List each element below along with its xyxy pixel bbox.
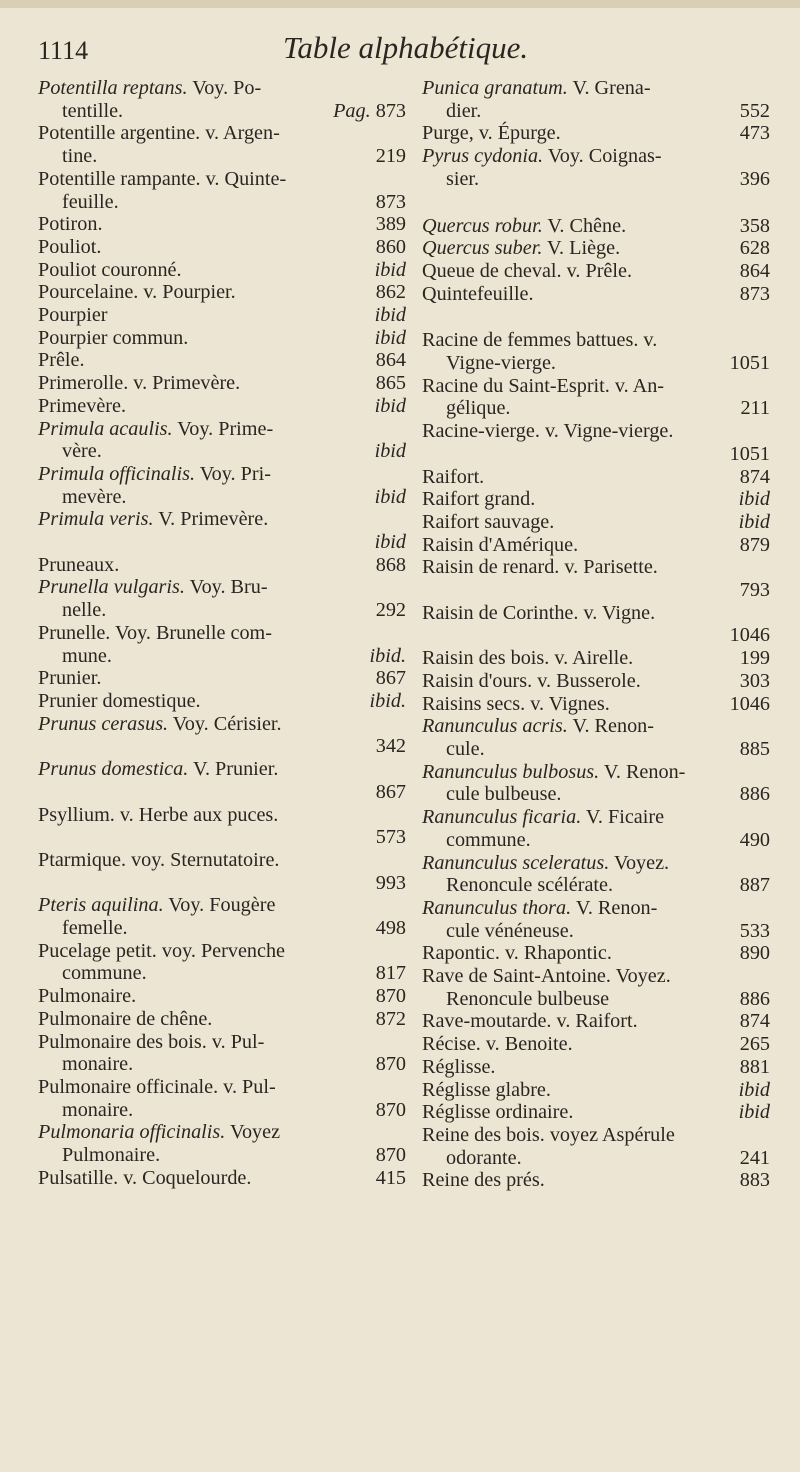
entry-continuation: tine. — [62, 145, 98, 168]
page-top-edge — [0, 0, 800, 8]
entry-page-ref: 860 — [375, 235, 406, 258]
index-entry — [422, 1101, 770, 1124]
entry-term: Raisins secs. v. Vignes. — [422, 692, 610, 715]
index-entry — [38, 690, 406, 713]
latin-name: Primula veris. — [38, 508, 154, 531]
entry-term: Racine-vierge. v. Vigne-vierge. — [422, 420, 674, 443]
entry-page-ref: 881 — [739, 1055, 770, 1078]
entry-term: Prunus domestica. V. Prunier. — [38, 758, 279, 781]
entry-term: Pulmonaria officinalis. Voyez — [38, 1121, 281, 1144]
entry-page-ref: 873 — [375, 190, 406, 213]
entry-page-ref: 872 — [375, 1007, 406, 1030]
entry-term: Pourpier — [38, 304, 108, 327]
entry-page-ref: 219 — [375, 145, 406, 168]
entry-page-ref: 1051 — [729, 352, 770, 375]
entry-term: Pouliot. — [38, 235, 102, 258]
entry-continuation: mune. — [62, 644, 112, 667]
index-entry — [422, 761, 770, 806]
latin-name: Pulmonaria officinalis. — [38, 1121, 226, 1144]
entry-term: Quercus robur. V. Chêne. — [422, 214, 627, 237]
latin-name: Pyrus cydonia. — [422, 145, 544, 168]
entry-page-ref: 1051 — [729, 442, 770, 465]
index-entry — [38, 849, 406, 894]
entry-term: Pulmonaire. — [38, 985, 137, 1008]
entry-continuation: Renoncule bulbeuse — [446, 987, 610, 1010]
entry-page-ref: 870 — [375, 985, 406, 1008]
entry-page-ref: 874 — [739, 465, 770, 488]
entry-term: Pruneaux. — [38, 553, 120, 576]
index-entry — [422, 556, 770, 601]
entry-term: Quercus suber. V. Liège. — [422, 237, 621, 260]
entry-page-ref: 867 — [375, 780, 406, 803]
entry-page-ref: 890 — [739, 942, 770, 965]
entry-continuation: cule vénéneuse. — [446, 919, 574, 942]
index-entry — [38, 77, 406, 122]
entry-page-ref: 870 — [375, 1053, 406, 1076]
entry-term: Ranunculus sceleratus. Voyez. — [422, 851, 670, 874]
entry-term: Quintefeuille. — [422, 282, 534, 305]
entry-term: Pouliot couronné. — [38, 258, 182, 281]
entry-continuation: Renoncule scélérate. — [446, 874, 614, 897]
entry-continuation: dier. — [446, 99, 482, 122]
latin-name: Prunus domestica. — [38, 758, 189, 781]
entry-page-ref: 873 — [739, 282, 770, 305]
index-entry — [422, 1079, 770, 1102]
entry-page-ref: 358 — [739, 214, 770, 237]
entry-term: Raisin d'ours. v. Busserole. — [422, 669, 641, 692]
entry-page-ref: ibid — [374, 531, 406, 554]
index-entry — [38, 327, 406, 350]
entry-term: Pteris aquilina. Voy. Fougère — [38, 894, 276, 917]
section-gap — [422, 305, 770, 329]
index-entry — [38, 758, 406, 803]
latin-name: Primula acaulis. — [38, 417, 173, 440]
entry-term: Raifort grand. — [422, 488, 536, 511]
entry-continuation: gélique. — [446, 397, 511, 420]
entry-continuation: vère. — [62, 440, 102, 463]
index-entry — [422, 1010, 770, 1033]
page-number: 1114 — [38, 36, 89, 65]
entry-page-ref: 868 — [375, 553, 406, 576]
entry-page-ref: 864 — [739, 259, 770, 282]
entry-term: Racine du Saint-Esprit. v. An- — [422, 374, 665, 397]
index-entry — [422, 1033, 770, 1056]
index-entry — [38, 395, 406, 418]
entry-continuation: sier. — [446, 167, 480, 190]
index-entry — [38, 213, 406, 236]
entry-page-ref: 1046 — [729, 692, 770, 715]
index-entry — [422, 1124, 770, 1169]
entry-page-ref: 628 — [739, 237, 770, 260]
index-entry — [422, 237, 770, 260]
index-entry — [422, 602, 770, 647]
entry-continuation: mevère. — [62, 485, 127, 508]
index-entry — [422, 420, 770, 465]
index-entry — [422, 122, 770, 145]
index-entry — [422, 806, 770, 851]
entry-page-ref: ibid — [374, 326, 406, 349]
entry-term: Potiron. — [38, 213, 103, 236]
entry-continuation: Vigne-vierge. — [446, 352, 556, 375]
index-entry — [38, 894, 406, 939]
index-entry — [38, 554, 406, 577]
index-entry — [38, 940, 406, 985]
section-gap — [422, 191, 770, 215]
entry-term: Ranunculus ficaria. V. Ficaire — [422, 806, 665, 829]
entry-term: Purge, v. Épurge. — [422, 122, 561, 145]
entry-term: Prunelle. Voy. Brunelle com- — [38, 621, 272, 644]
latin-name: Ranunculus ficaria. — [422, 806, 582, 829]
entry-page-ref: 870 — [375, 1144, 406, 1167]
entry-term: Prunus cerasus. Voy. Cérisier. — [38, 712, 282, 735]
entry-page-ref: ibid. — [369, 644, 406, 667]
entry-term: Pyrus cydonia. Voy. Coignas- — [422, 145, 662, 168]
index-entry — [38, 168, 406, 213]
entry-continuation: odorante. — [446, 1146, 522, 1169]
entry-term: Pucelage petit. voy. Pervenche — [38, 939, 286, 962]
entry-page-ref: 883 — [739, 1169, 770, 1192]
entry-term: Prunier. — [38, 667, 102, 690]
latin-name: Ranunculus sceleratus. — [422, 851, 610, 874]
index-entry — [38, 259, 406, 282]
entry-term: Primerolle. v. Primevère. — [38, 372, 241, 395]
entry-page-ref: 533 — [739, 919, 770, 942]
entry-page-ref: ibid — [738, 488, 770, 511]
entry-page-ref: ibid — [374, 485, 406, 508]
entry-term: Pourcelaine. v. Pourpier. — [38, 281, 236, 304]
page-header — [38, 30, 770, 76]
entry-term: Prunella vulgaris. Voy. Bru- — [38, 576, 268, 599]
entry-term: Primula officinalis. Voy. Pri- — [38, 462, 271, 485]
page-title: Table alphabétique. — [283, 30, 529, 65]
entry-term: Queue de cheval. v. Prêle. — [422, 259, 633, 282]
index-entry — [38, 372, 406, 395]
entry-term: Prunier domestique. — [38, 689, 201, 712]
index-entry — [38, 281, 406, 304]
latin-name: Ranunculus acris. — [422, 715, 568, 738]
entry-continuation: monaire. — [62, 1098, 134, 1121]
index-entry — [38, 1031, 406, 1076]
entry-page-ref: ibid — [374, 440, 406, 463]
entry-continuation: cule. — [446, 737, 485, 760]
entry-term: Punica granatum. V. Grena- — [422, 77, 651, 99]
latin-name: Ranunculus thora. — [422, 896, 572, 919]
index-entry — [38, 236, 406, 259]
entry-page-ref: 870 — [375, 1098, 406, 1121]
index-entry — [422, 145, 770, 190]
entry-page-ref: 793 — [739, 579, 770, 602]
entry-term: Raisin des bois. v. Airelle. — [422, 647, 634, 670]
index-entry — [38, 1167, 406, 1190]
entry-continuation: tentille. — [62, 99, 124, 122]
entry-term: Primula acaulis. Voy. Prime- — [38, 417, 274, 440]
entry-continuation: monaire. — [62, 1053, 134, 1076]
entry-page-ref: 573 — [375, 826, 406, 849]
entry-page-ref: ibid — [374, 304, 406, 327]
entry-page-ref: 389 — [375, 213, 406, 236]
entry-term: Potentilla reptans. Voy. Po- — [38, 77, 262, 99]
index-entry — [422, 897, 770, 942]
index-entry — [38, 463, 406, 508]
entry-page-ref: 498 — [375, 917, 406, 940]
entry-page-ref: 1046 — [729, 624, 770, 647]
entry-page-ref: 552 — [739, 99, 770, 122]
entry-continuation: feuille. — [62, 190, 119, 213]
latin-name: Prunella vulgaris. — [38, 576, 185, 599]
entry-term: Potentille rampante. v. Quinte- — [38, 167, 287, 190]
entry-term: Ranunculus bulbosus. V. Renon- — [422, 760, 686, 783]
entry-term: Ptarmique. voy. Sternutatoire. — [38, 848, 280, 871]
index-entry — [38, 1121, 406, 1166]
entry-page-ref: 887 — [739, 874, 770, 897]
entry-term: Reine des prés. — [422, 1169, 545, 1192]
index-entry — [38, 713, 406, 758]
index-entry — [422, 965, 770, 1010]
latin-name: Primula officinalis. — [38, 462, 196, 485]
index-entry — [38, 304, 406, 327]
entry-term: Primevère. — [38, 394, 127, 417]
index-entry — [38, 622, 406, 667]
entry-term: Raifort sauvage. — [422, 510, 555, 533]
entry-page-ref: 490 — [739, 828, 770, 851]
entry-term: Récise. v. Benoite. — [422, 1033, 573, 1056]
index-entry — [38, 508, 406, 553]
entry-term: Rave-moutarde. v. Raifort. — [422, 1010, 638, 1033]
entry-term: Pulmonaire des bois. v. Pul- — [38, 1030, 265, 1053]
index-entry — [422, 511, 770, 534]
index-column-left — [38, 77, 406, 1189]
index-entry — [422, 715, 770, 760]
index-entry — [422, 283, 770, 306]
index-entry — [422, 670, 770, 693]
entry-term: Pulsatille. v. Coquelourde. — [38, 1166, 252, 1189]
index-column-right — [422, 77, 770, 1192]
entry-page-ref: ibid — [738, 1078, 770, 1101]
index-entry — [422, 852, 770, 897]
entry-page-ref: 342 — [375, 735, 406, 758]
index-entry — [38, 418, 406, 463]
entry-page-ref: ibid — [374, 258, 406, 281]
entry-term: Réglisse ordinaire. — [422, 1101, 574, 1124]
index-entry — [422, 534, 770, 557]
entry-page-ref: 862 — [375, 281, 406, 304]
entry-term: Pulmonaire officinale. v. Pul- — [38, 1075, 276, 1098]
index-entry — [422, 488, 770, 511]
index-entry — [422, 329, 770, 374]
entry-term: Pourpier commun. — [38, 326, 189, 349]
index-entry — [422, 647, 770, 670]
index-entry — [38, 985, 406, 1008]
index-entry — [422, 466, 770, 489]
index-entry — [38, 1076, 406, 1121]
latin-name: Ranunculus bulbosus. — [422, 760, 600, 783]
entry-term: Rave de Saint-Antoine. Voyez. — [422, 965, 671, 988]
index-entry — [422, 375, 770, 420]
entry-continuation: Pulmonaire. — [62, 1144, 161, 1167]
index-entry — [422, 260, 770, 283]
index-entry — [422, 942, 770, 965]
index-entry — [38, 349, 406, 372]
entry-term: Pulmonaire de chêne. — [38, 1007, 213, 1030]
entry-continuation: commune. — [62, 962, 147, 985]
entry-term: Ranunculus acris. V. Renon- — [422, 715, 654, 738]
entry-page-ref: 865 — [375, 372, 406, 395]
entry-term: Réglisse glabre. — [422, 1078, 551, 1101]
entry-page-ref: 303 — [739, 669, 770, 692]
entry-page-ref: 199 — [739, 647, 770, 670]
entry-page-ref: 874 — [739, 1010, 770, 1033]
entry-page-ref: 864 — [375, 349, 406, 372]
latin-name: Punica granatum. — [422, 77, 568, 99]
entry-term: Raisin de renard. v. Parisette. — [422, 556, 658, 579]
entry-term: Primula veris. V. Primevère. — [38, 508, 269, 531]
entry-page-ref: ibid — [738, 1101, 770, 1124]
entry-term: Raifort. — [422, 465, 485, 488]
index-entry — [422, 693, 770, 716]
entry-page-ref: 415 — [375, 1166, 406, 1189]
entry-page-ref: 886 — [739, 987, 770, 1010]
entry-continuation: commune. — [446, 828, 531, 851]
index-entry — [38, 576, 406, 621]
entry-term: Rapontic. v. Rhapontic. — [422, 942, 612, 965]
index-entry — [422, 215, 770, 238]
entry-continuation: nelle. — [62, 599, 107, 622]
entry-term: Ranunculus thora. V. Renon- — [422, 896, 658, 919]
entry-term: Raisin d'Amérique. — [422, 533, 579, 556]
entry-continuation: femelle. — [62, 917, 128, 940]
entry-page-ref: 817 — [375, 962, 406, 985]
index-entry — [38, 804, 406, 849]
index-entry — [422, 77, 770, 122]
index-entry — [422, 1056, 770, 1079]
entry-page-ref: 879 — [739, 533, 770, 556]
latin-name: Potentilla reptans. — [38, 77, 188, 99]
entry-page-ref: 867 — [375, 667, 406, 690]
index-entry — [38, 667, 406, 690]
latin-name: Quercus suber. — [422, 237, 543, 260]
entry-page-ref: 265 — [739, 1033, 770, 1056]
entry-term: Racine de femmes battues. v. — [422, 329, 658, 352]
latin-name: Quercus robur. — [422, 214, 543, 237]
index-entry — [38, 122, 406, 167]
entry-page-ref: ibid — [738, 510, 770, 533]
entry-term: Réglisse. — [422, 1055, 496, 1078]
entry-term: Reine des bois. voyez Aspérule — [422, 1123, 675, 1146]
entry-page-ref: 473 — [739, 122, 770, 145]
index-entry — [38, 1008, 406, 1031]
entry-term: Raisin de Corinthe. v. Vigne. — [422, 601, 656, 624]
entry-page-ref: 241 — [739, 1146, 770, 1169]
entry-page-ref: 292 — [375, 599, 406, 622]
entry-page-ref: ibid. — [369, 689, 406, 712]
index-entry — [422, 1169, 770, 1192]
entry-continuation: cule bulbeuse. — [446, 783, 562, 806]
entry-page-ref: 396 — [739, 167, 770, 190]
entry-page-ref: 993 — [375, 871, 406, 894]
entry-page-ref: 211 — [740, 397, 770, 420]
entry-page-ref: Pag. 873 — [333, 99, 406, 122]
entry-page-ref: 885 — [739, 737, 770, 760]
entry-term: Prêle. — [38, 349, 85, 372]
latin-name: Prunus cerasus. — [38, 712, 169, 735]
entry-term: Potentille argentine. v. Argen- — [38, 122, 280, 145]
latin-name: Pteris aquilina. — [38, 894, 164, 917]
entry-term: Psyllium. v. Herbe aux puces. — [38, 803, 279, 826]
entry-page-ref: ibid — [374, 394, 406, 417]
entry-page-ref: 886 — [739, 783, 770, 806]
